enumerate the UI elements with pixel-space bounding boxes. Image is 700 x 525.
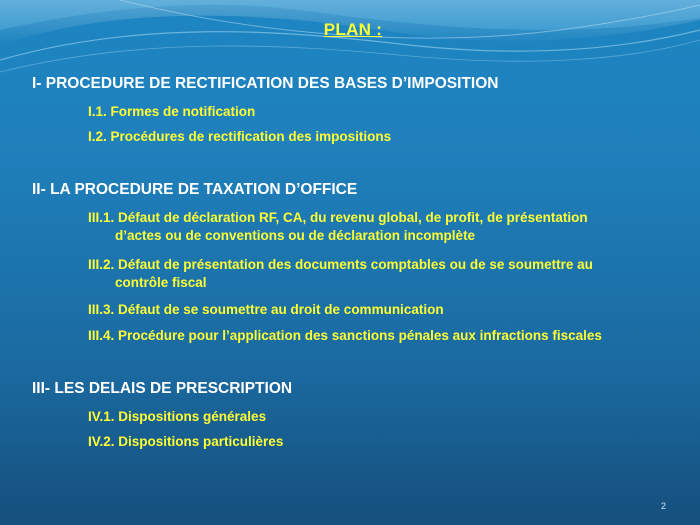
- list-item: [88, 409, 266, 424]
- slide-title: PLAN :: [323, 20, 383, 39]
- list-item: [88, 302, 444, 317]
- item-text: III.2. Défaut de présentation des documents comptables ou de se soumettre au: [88, 257, 593, 272]
- item-text: III.3. Défaut de se soumettre au droit de communication: [88, 302, 444, 317]
- item-text: III.4. Procédure pour l’application des sanctions pénales aux infractions fiscales: [88, 328, 602, 343]
- list-item: [88, 210, 588, 243]
- wave-decoration: [0, 0, 700, 110]
- list-item: [88, 434, 283, 449]
- page-number: 2: [660, 501, 666, 511]
- item-text-continuation: contrôle fiscal: [115, 275, 207, 290]
- section-heading-1: I- PROCEDURE DE RECTIFICATION DES BASES D’IMPOSITION: [32, 75, 499, 92]
- item-text: I.1. Formes de notification: [88, 104, 256, 119]
- item-text: III.1. Défaut de déclaration RF, CA, du revenu global, de profit, de présentation: [88, 210, 588, 225]
- list-item: [88, 104, 255, 119]
- section-heading-2: II- LA PROCEDURE DE TAXATION D’OFFICE: [32, 181, 358, 198]
- list-item: [88, 129, 391, 144]
- list-item: [88, 257, 593, 290]
- item-text: IV.2. Dispositions particulières: [88, 434, 284, 449]
- section-heading-3: III- LES DELAIS DE PRESCRIPTION: [32, 380, 293, 397]
- item-text: IV.1. Dispositions générales: [88, 409, 267, 424]
- item-text: I.2. Procédures de rectification des impositions: [88, 129, 392, 144]
- item-text-continuation: d’actes ou de conventions ou de déclaration incomplète: [115, 228, 476, 243]
- list-item: [88, 328, 602, 343]
